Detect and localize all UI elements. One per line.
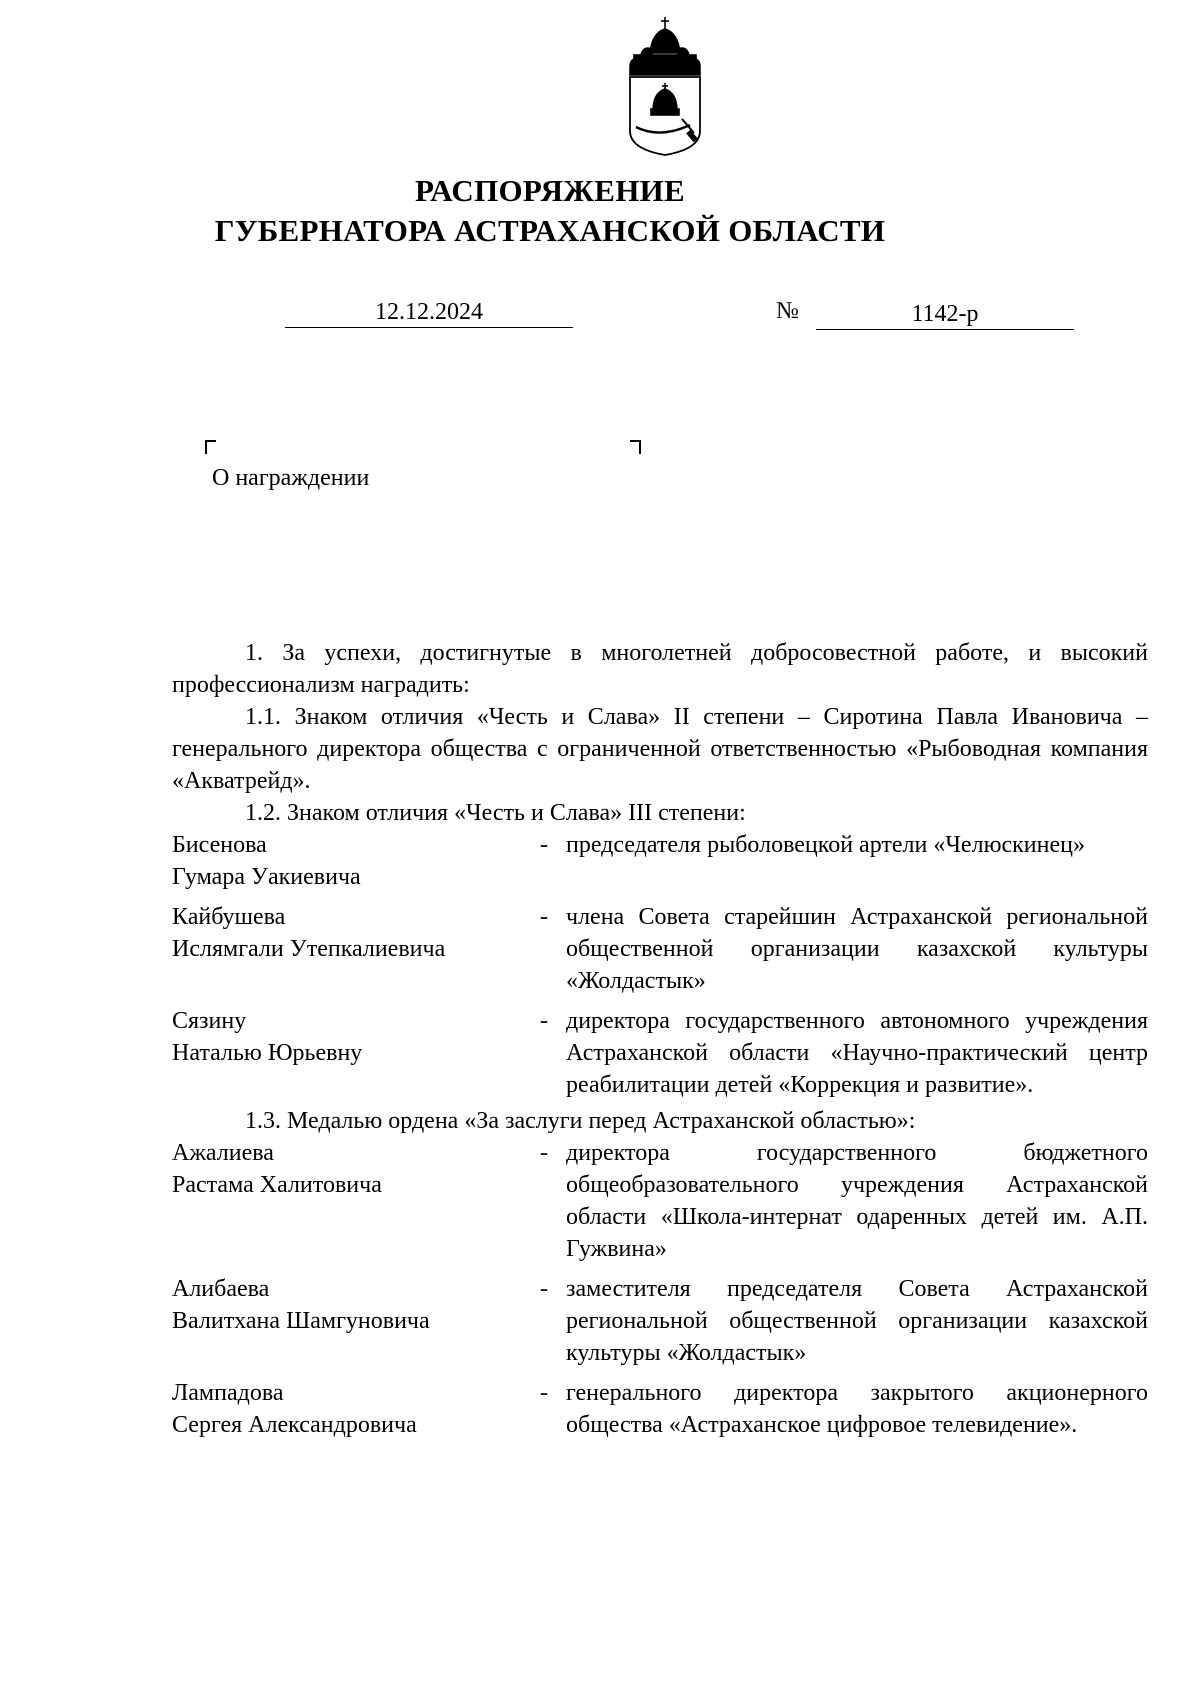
awardee-surname: Кайбушева <box>172 904 286 930</box>
awardee-name <box>172 1273 540 1337</box>
dash-separator: - <box>540 1276 548 1302</box>
awardee-name <box>172 829 540 893</box>
awardee-given-names: Ислямгали Утепкалиевича <box>172 936 446 962</box>
awardee-name <box>172 1377 540 1441</box>
awardee-position: генерального директора закрытого акционерного общества «Астраханское цифровое телевидение». <box>566 1380 1148 1438</box>
awardee-item <box>172 829 1148 893</box>
awardee-item <box>172 901 1148 997</box>
awardee-surname: Ажалиева <box>172 1140 274 1166</box>
awardee-list-1-3 <box>172 1137 1148 1441</box>
number-sign: № <box>776 298 799 324</box>
awardee-item <box>172 1377 1148 1441</box>
awardee-position: директора государственного бюджетного общеобразовательного учреждения Астраханской области «Школа-интернат одаренных детей им. А.П. Гужвина» <box>566 1140 1148 1262</box>
dash-separator: - <box>540 1380 548 1406</box>
subject-corner-mark-right <box>630 440 641 454</box>
paragraph-1-2: 1.2. Знаком отличия «Честь и Слава» III степени: <box>245 800 746 826</box>
dash-separator: - <box>540 832 548 858</box>
awardee-position: заместителя председателя Совета Астраханской региональной общественной организации казахской культуры «Жолдастык» <box>566 1276 1148 1366</box>
document-subject: О награждении <box>212 465 370 491</box>
subject-corner-mark-left <box>205 440 216 454</box>
awardee-position: члена Совета старейшин Астраханской региональной общественной организации казахской культуры «Жолдастык» <box>566 904 1148 994</box>
coat-of-arms-icon <box>620 15 710 157</box>
awardee-name <box>172 1005 540 1069</box>
awardee-item <box>172 1137 1148 1265</box>
dash-separator: - <box>540 1008 548 1034</box>
awardee-name <box>172 901 540 965</box>
awardee-position: директора государственного автономного учреждения Астраханской области «Научно-практический центр реабилитации детей «Коррекция и развитие». <box>566 1008 1148 1098</box>
awardee-given-names: Гумара Уакиевича <box>172 864 361 890</box>
awardee-given-names: Растама Халитовича <box>172 1172 382 1198</box>
document-number: 1142-р <box>816 299 1074 330</box>
awardee-list-1-2 <box>172 829 1148 1101</box>
paragraph-1-3: 1.3. Медалью ордена «За заслуги перед Астраханской областью»: <box>245 1108 916 1134</box>
awardee-given-names: Наталью Юрьевну <box>172 1040 363 1066</box>
awardee-surname: Бисенова <box>172 832 267 858</box>
awardee-surname: Сязину <box>172 1008 247 1034</box>
dash-separator: - <box>540 1140 548 1166</box>
paragraph-1-1: 1.1. Знаком отличия «Честь и Слава» II степени – Сиротина Павла Ивановича – генерального директора общества с ограниченной ответственностью «Рыбоводная компания «Акватрейд». <box>172 704 1148 794</box>
document-issuer: ГУБЕРНАТОРА АСТРАХАНСКОЙ ОБЛАСТИ <box>214 213 886 248</box>
awardee-position: председателя рыболовецкой артели «Челюскинец» <box>566 832 1085 858</box>
awardee-surname: Алибаева <box>172 1276 270 1302</box>
paragraph-1: 1. За успехи, достигнутые в многолетней добросовестной работе, и высокий профессионализм наградить: <box>172 640 1148 698</box>
document-body <box>172 637 1148 1441</box>
dash-separator: - <box>540 904 548 930</box>
awardee-given-names: Сергея Александровича <box>172 1412 417 1438</box>
awardee-item <box>172 1005 1148 1101</box>
awardee-surname: Лампадова <box>172 1380 284 1406</box>
document-date: 12.12.2024 <box>285 297 573 328</box>
awardee-given-names: Валитхана Шамгуновича <box>172 1308 430 1334</box>
document-title: РАСПОРЯЖЕНИЕ <box>414 173 686 208</box>
awardee-name <box>172 1137 540 1201</box>
awardee-item <box>172 1273 1148 1369</box>
